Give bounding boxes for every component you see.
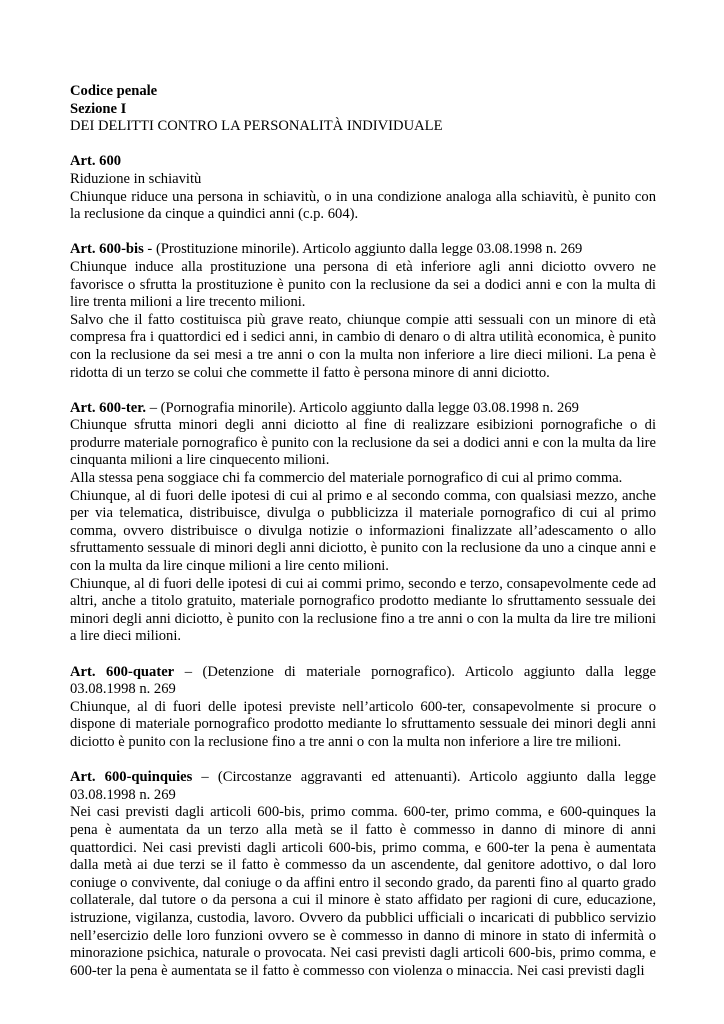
- article-600-quinquies: [70, 769, 656, 980]
- article-paragraph: Chiunque, al di fuori delle ipotesi previste nell’articolo 600-ter, consapevolmente si procure o dispone di materiale pornografico prodotto mediante lo sfruttamento sessuale dei minori degli anni diciotto è punito con la reclusione fino a tre anni o con la multa non inferiore a lire tre milioni.: [70, 698, 656, 750]
- article-paragraph: Chiunque sfrutta minori degli anni diciotto al fine di realizzare esibizioni pornografiche o di produrre materiale pornografico è punito con la reclusione da sei a dodici anni e con la multa da lire cinquanta milioni a lire cinquecento milioni.: [70, 417, 656, 469]
- article-number: Art. 600-quater: [70, 663, 175, 680]
- article-paragraph: Alla stessa pena soggiace chi fa commercio del materiale pornografico di cui al primo comma.: [70, 470, 623, 487]
- article-paragraph: Nei casi previsti dagli articoli 600-bis, primo comma. 600-ter, primo comma, e 600-quinques la pena è aumentata da un terzo alla metà se il fatto è commesso in danno di minore di anni quattordici. Nei casi previsti dagli articoli 600-bis, primo comma, e 600-ter la pena è aumentata dalla metà ai due terzi se il fatto è commesso da un ascendente, dal genitore adottivo, o dal loro coniuge o convivente, dal coniuge o da affini entro il secondo grado, da parenti fino al quarto grado collaterale, dal tutore o da persona a cui il minore è stato affidato per ragioni di cure, educazione, istruzione, vigilanza, custodia, lavoro. Ovvero da pubblici ufficiali o incaricati di pubblico servizio nell’esercizio delle loro funzioni ovvero se è commesso in danno di minore in stato di infermità o minorazione psichica, naturale o provocata. Nei casi previsti dagli articoli 600-bis, primo comma, e 600-ter la pena è aumentata se il fatto è commesso con violenza o minaccia. Nei casi previsti dagli: [70, 804, 656, 979]
- article-paragraph: Salvo che il fatto costituisca più grave reato, chiunque compie atti sessuali con un minore di età compresa fra i quattordici ed i sedici anni, in cambio di denaro o di altra utilità economica, è punito con la reclusione da sei mesi a tre anni o con la multa non inferiore a lire dieci milioni. La pena è ridotta di un terzo se colui che commette il fatto è persona minore di anni diciotto.: [70, 311, 656, 381]
- article-600-quater: [70, 664, 656, 752]
- article-heading: – (Pornografia minorile). Articolo aggiunto dalla legge 03.08.1998 n. 269: [146, 399, 579, 416]
- article-number: Art. 600-quinquies: [70, 769, 193, 786]
- article-600-bis: [70, 241, 656, 382]
- article-number: Art. 600-ter.: [70, 399, 147, 416]
- article-paragraph: Chiunque riduce una persona in schiavitù, o in una condizione analoga alla schiavitù, è punito con la reclusione da cinque a quindici anni (c.p. 604).: [70, 188, 656, 223]
- article-600: [70, 153, 656, 223]
- article-paragraph: Chiunque, al di fuori delle ipotesi di cui ai commi primo, secondo e terzo, consapevolmente cede ad altri, anche a titolo gratuito, materiale pornografico prodotto mediante lo sfruttamento sessuale dei minori degli anni diciotto, è punito con la reclusione fino a tre anni o con la multa da lire tre milioni a lire dieci milioni.: [70, 575, 656, 645]
- chapter-title: DEI DELITTI CONTRO LA PERSONALITÀ INDIVIDUALE: [70, 118, 443, 135]
- section-title: Sezione I: [70, 100, 127, 117]
- article-number: Art. 600: [70, 153, 122, 170]
- article-600-ter: [70, 400, 656, 646]
- article-number: Art. 600-bis: [70, 241, 144, 258]
- article-heading: – (Detenzione di materiale pornografico). Articolo aggiunto dalla legge 03.08.1998 n. 269: [70, 663, 656, 698]
- article-heading: – (Circostanze aggravanti ed attenuanti). Articolo aggiunto dalla legge 03.08.1998 n. 269: [70, 769, 656, 803]
- document-header: [70, 83, 656, 136]
- article-subtitle: Riduzione in schiavitù: [70, 170, 202, 187]
- code-title: Codice penale: [70, 83, 158, 99]
- article-paragraph: Chiunque, al di fuori delle ipotesi di cui al primo e al secondo comma, con qualsiasi mezzo, anche per via telematica, distribuisce, divulga o pubblicizza il materiale pornografico di cui al primo comma, ovvero distribuisce o divulga notizie o informazioni finalizzate all’adescamento o allo sfruttamento sessuale di minori degli anni diciotto, è punito con la reclusione da uno a cinque anni e con la multa da lire cinque milioni a lire cento milioni.: [70, 487, 656, 575]
- article-heading: - (Prostituzione minorile). Articolo aggiunto dalla legge 03.08.1998 n. 269: [143, 241, 583, 258]
- article-paragraph: Chiunque induce alla prostituzione una persona di età inferiore agli anni diciotto ovvero ne favorisce o sfrutta la prostituzione è punito con la reclusione da sei a dodici anni e con la multa di lire trenta milioni a lire trecento milioni.: [70, 258, 656, 311]
